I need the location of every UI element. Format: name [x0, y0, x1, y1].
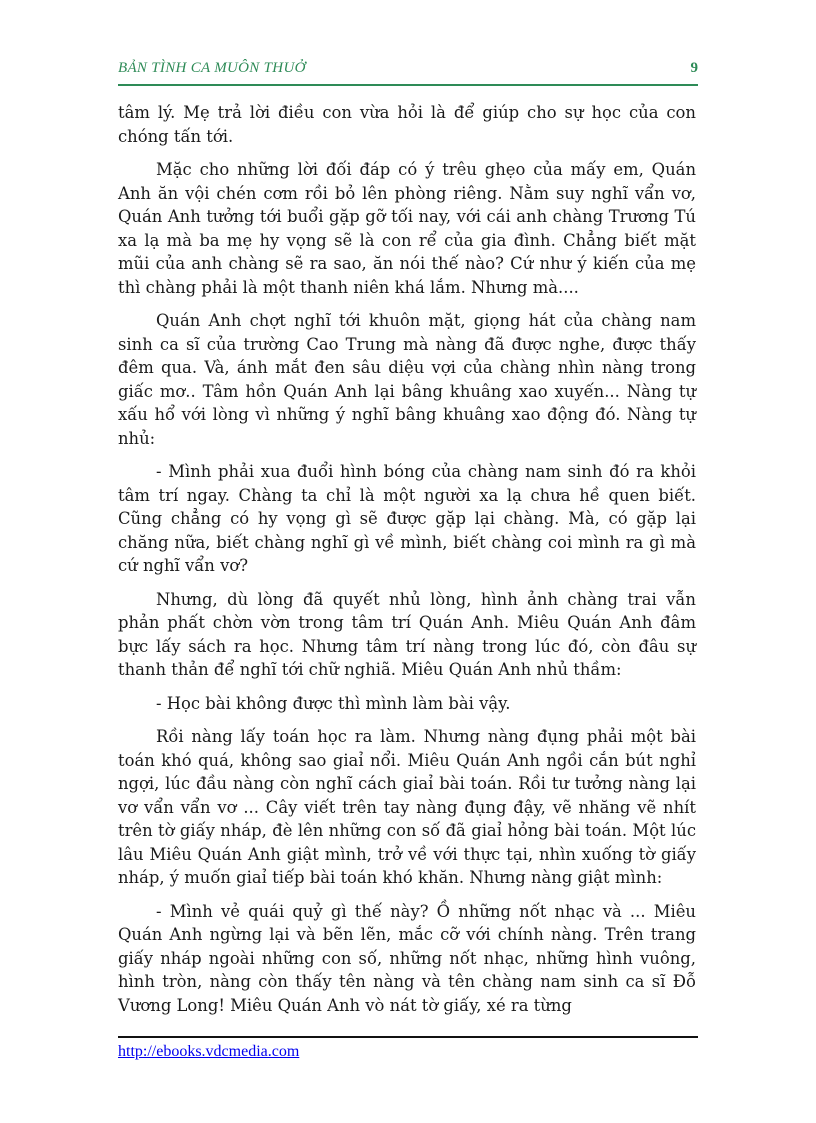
paragraph: Nhưng, dù lòng đã quyết nhủ lòng, hình ảnh chàng trai vẫn phản phất chờn vờn trong tâm trí Quán Anh. Miêu Quán Anh đâm bực lấy sách ra học. Nhưng tâm trí nàng trong lúc đó, còn đâu sự thanh thản để nghĩ tới chữ nghiã. Miêu Quán Anh nhủ thầm:: [118, 589, 696, 679]
footer-divider: [118, 1036, 698, 1038]
page-number: 9: [690, 60, 698, 76]
paragraph: - Mình phải xua đuổi hình bóng của chàng nam sinh đó ra khỏi tâm trí ngay. Chàng ta chỉ là một người xa lạ chưa hề quen biết. Cũng chẳng có hy vọng gì sẽ được gặp lại chàng. Mà, có gặp lại chăng nữa, biết chàng nghĩ gì về mình, biết chàng coi mình ra gì mà cứ nghĩ vẩn vơ?: [118, 462, 696, 575]
paragraph: - Học bài không được thì mình làm bài vậy.: [156, 693, 511, 713]
header-divider: [118, 84, 698, 86]
paragraph: Rồi nàng lấy toán học ra làm. Nhưng nàng đụng phải một bài toán khó quá, không sao giaỉ nổi. Miêu Quán Anh ngồi cắn bút nghỉ ngợi, lúc đầu nàng còn nghĩ cách giaỉ bài toán. Rồi tư tưởng nàng lại vơ vẩn vẩn vơ ... Cây viết trên tay nàng đụng đậy, vẽ nhăng vẽ nhít trên tờ giấy nháp, đè lên những con số đã giaỉ hỏng bài toán. Một lúc lâu Miêu Quán Anh giật mình, trở về với thực tại, nhìn xuống tờ giấy nháp, ý muốn giaỉ tiếp bài toán khó khăn. Nhưng nàng giật mình:: [118, 727, 696, 887]
paragraph: tâm lý. Mẹ trả lời điều con vừa hỏi là để giúp cho sự học của con chóng tấn tới.: [118, 103, 696, 146]
paragraph: Quán Anh chợt nghĩ tới khuôn mặt, giọng hát của chàng nam sinh ca sĩ của trường Cao Trung mà nàng đã được nghe, được thấy đêm qua. Và, ánh mắt đen sâu diệu vợi của chàng nhìn nàng trong giấc mơ.. Tâm hồn Quán Anh lại bâng khuâng xao xuyến... Nàng tự xấu hổ với lòng vì những ý nghĩ bâng khuâng xao động đó. Nàng tự nhủ:: [118, 311, 696, 448]
book-title: BẢN TÌNH CA MUÔN THUỞ: [118, 60, 306, 76]
paragraph: - Mình vẻ quái quỷ gì thế này? Ồ những nốt nhạc và ... Miêu Quán Anh ngừng lại và bẽn lẽn, mắc cỡ với chính nàng. Trên trang giấy nháp ngoài những con số, những nốt nhạc, những hình vuông, hình tròn, nàng còn thấy tên nàng và tên chàng nam sinh ca sĩ Đỗ Vương Long! Miêu Quán Anh vò nát tờ giấy, xé ra từng: [118, 901, 696, 1015]
paragraph: Mặc cho những lời đối đáp có ý trêu ghẹo của mấy em, Quán Anh ăn vội chén cơm rồi bỏ lên phòng riêng. Nằm suy nghĩ vẩn vơ, Quán Anh tưởng tới buổi gặp gỡ tối nay, với cái anh chàng Trương Tú xa lạ mà ba mẹ hy vọng sẽ là con rể của gia đình. Chẳng biết mặt mũi của anh chàng sẽ ra sao, ăn nói thế nào? Cứ như ý kiến của mẹ thì chàng phải là một thanh niên khá lắm. Nhưng mà....: [118, 160, 696, 297]
footer-link[interactable]: http://ebooks.vdcmedia.com: [118, 1043, 300, 1060]
body-text: [118, 101, 696, 1027]
page-header: [118, 60, 698, 82]
